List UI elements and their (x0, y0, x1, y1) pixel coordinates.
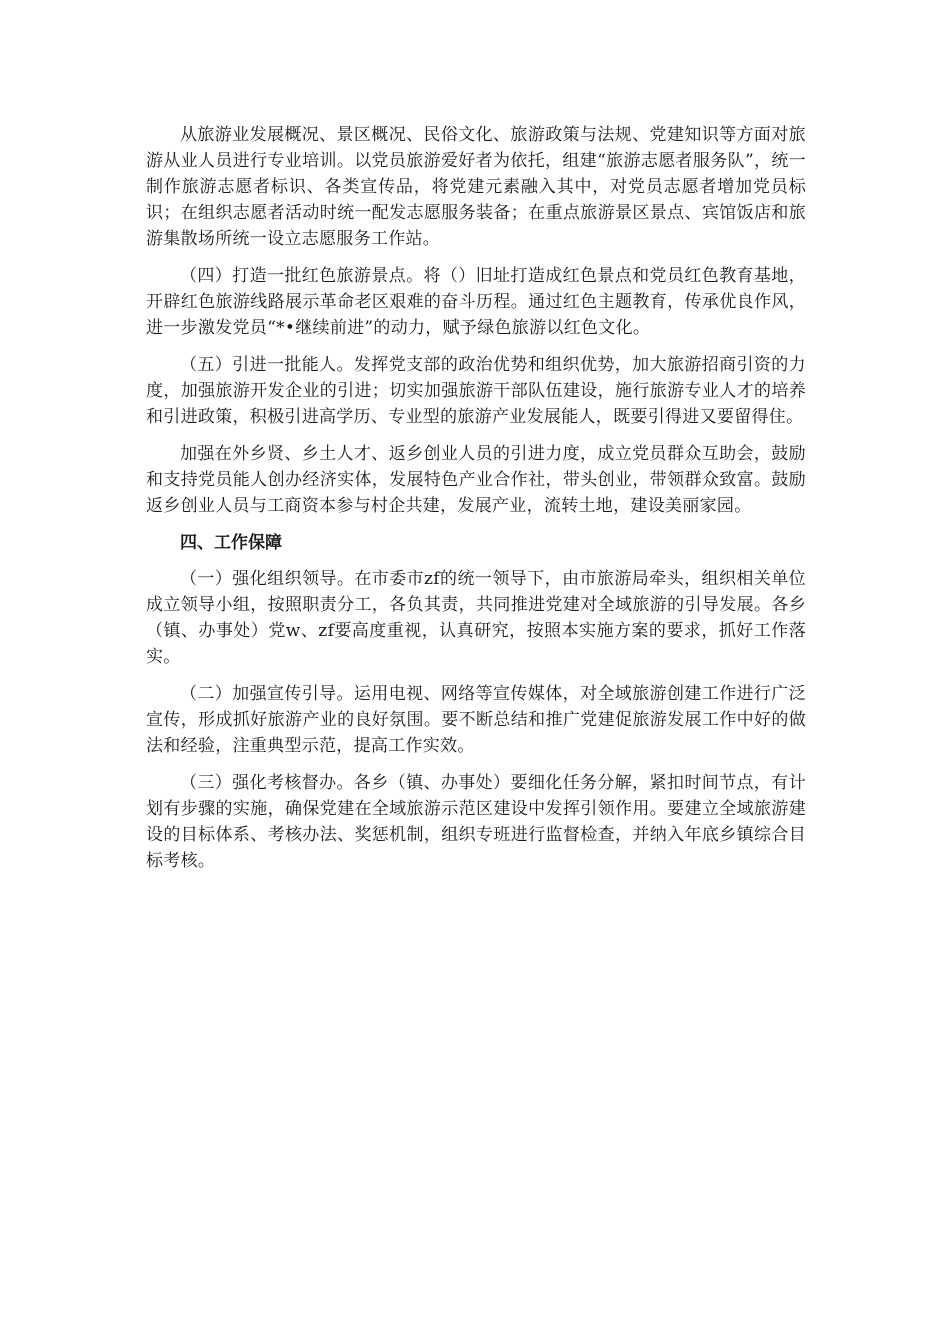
document-page (146, 122, 806, 885)
paragraph-assessment-supervision: （三）强化考核督办。各乡（镇、办事处）要细化任务分解，紧扣时间节点，有计划有步骤的实施，确保党建在全域旅游示范区建设中发挥引领作用。要建立全域旅游建设的目标体系、考核办法、奖惩机制，组织专班进行监督检查，并纳入年底乡镇综合目标考核。 (146, 773, 806, 871)
section-heading-work-guarantee: 四、工作保障 (180, 533, 282, 553)
paragraph-volunteer-training: 从旅游业发展概况、景区概况、民俗文化、旅游政策与法规、党建知识等方面对旅游从业人员进行专业培训。以党员旅游爱好者为依托，组建“旅游志愿者服务队”，统一制作旅游志愿者标识、各类宣传品，将党建元素融入其中，对党员志愿者增加党员标识；在组织志愿者活动时统一配发志愿服务装备；在重点旅游景区景点、宾馆饭店和旅游集散场所统一设立志愿服务工作站。 (146, 125, 806, 249)
paragraph-introduce-talent: （五）引进一批能人。发挥党支部的政治优势和组织优势，加大旅游招商引资的力度，加强旅游开发企业的引进；切实加强旅游干部队伍建设，施行旅游专业人才的培养和引进政策，积极引进高学历、专业型的旅游产业发展能人，既要引得进又要留得住。 (146, 355, 806, 427)
paragraph-returnee-entrepreneurs: 加强在外乡贤、乡土人才、返乡创业人员的引进力度，成立党员群众互助会，鼓励和支持党员能人创办经济实体，发展特色产业合作社，带头创业，带领群众致富。鼓励返乡创业人员与工商资本参与村企共建，发展产业，流转土地，建设美丽家园。 (146, 444, 806, 516)
paragraph-organizational-leadership: （一）强化组织领导。在市委市zf的统一领导下，由市旅游局牵头，组织相关单位成立领导小组，按照职责分工，各负其责，共同推进党建对全域旅游的引导发展。各乡（镇、办事处）党w、zf要高度重视，认真研究，按照本实施方案的要求，抓好工作落实。 (146, 569, 806, 667)
paragraph-red-tourism-sites: （四）打造一批红色旅游景点。将（）旧址打造成红色景点和党员红色教育基地，开辟红色旅游线路展示革命老区艰难的奋斗历程。通过红色主题教育，传承优良作风，进一步激发党员“*•继续前进”的动力，赋予绿色旅游以红色文化。 (146, 266, 806, 338)
paragraph-publicity-guidance: （二）加强宣传引导。运用电视、网络等宣传媒体，对全域旅游创建工作进行广泛宣传，形成抓好旅游产业的良好氛围。要不断总结和推广党建促旅游发展工作中好的做法和经验，注重典型示范，提高工作实效。 (146, 684, 806, 756)
